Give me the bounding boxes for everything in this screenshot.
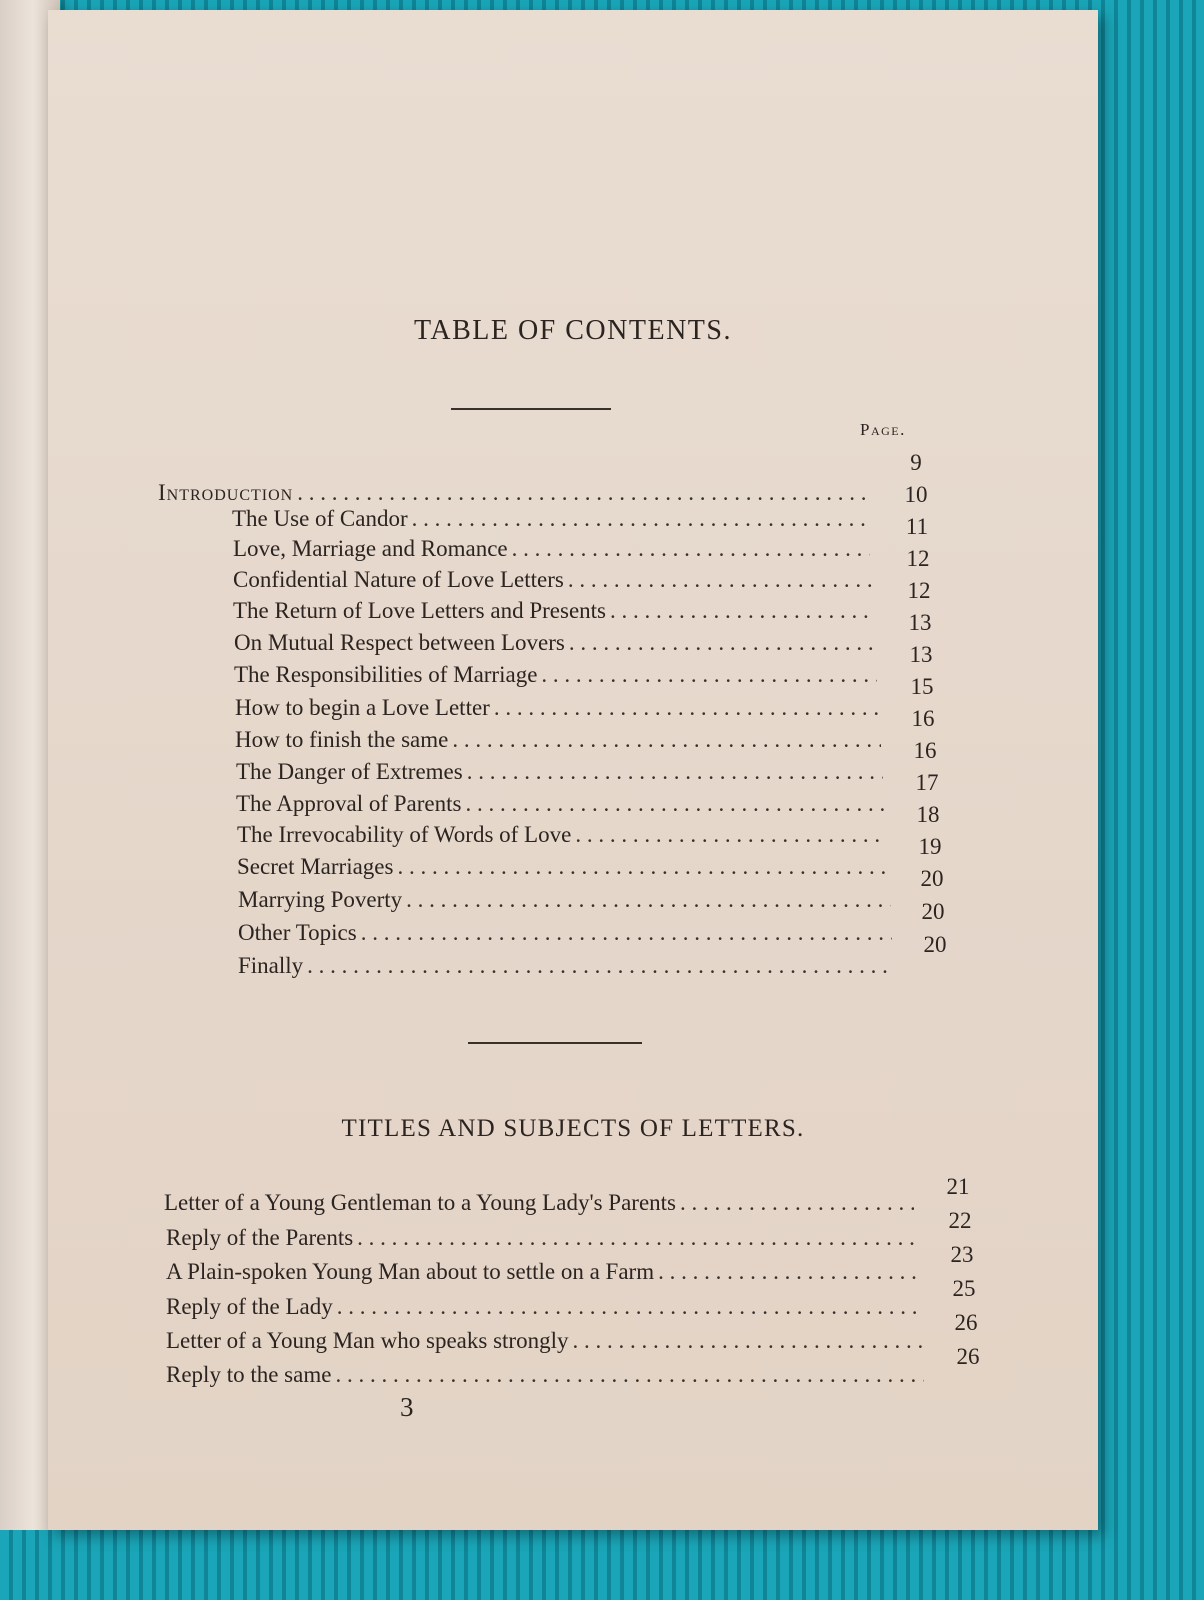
toc-page-number: 20 (921, 899, 945, 924)
toc-page-number: 16 (911, 706, 935, 731)
book-page (48, 10, 1098, 1530)
toc-entry (238, 953, 894, 979)
toc-entry-label: Other Topics (238, 920, 357, 945)
toc-entry-label: On Mutual Respect between Lovers (234, 630, 565, 655)
dot-leader (337, 1294, 920, 1320)
dot-leader (610, 598, 874, 624)
toc-page-number: 12 (907, 578, 931, 603)
letter-entry (166, 1328, 922, 1354)
dot-leader (297, 480, 868, 506)
toc-entry-label: The Danger of Extremes (236, 759, 463, 784)
toc-entry (236, 759, 883, 785)
toc-entry (238, 887, 891, 913)
dot-leader (658, 1259, 918, 1285)
letter-entry-label: Reply of the Parents (166, 1225, 354, 1250)
toc-entry-label: Love, Marriage and Romance (233, 536, 508, 561)
letter-entry (166, 1294, 920, 1320)
dot-leader (357, 1225, 916, 1251)
toc-page-number: 11 (905, 514, 929, 539)
toc-entry-label: The Return of Love Letters and Presents (233, 598, 606, 623)
dot-leader (680, 1190, 914, 1216)
toc-entry-label: How to begin a Love Letter (235, 695, 490, 720)
toc-page-number: 13 (908, 610, 932, 635)
toc-page-number: 13 (909, 642, 933, 667)
dot-leader (307, 953, 894, 979)
toc-page-number: 10 (904, 482, 928, 507)
toc-entry-label: Introduction (158, 480, 294, 505)
toc-entry (235, 727, 881, 753)
letter-entry (166, 1225, 916, 1251)
letter-entry (164, 1190, 914, 1216)
letter-page-number: 22 (948, 1208, 972, 1233)
dot-leader (575, 822, 887, 848)
toc-entry (236, 791, 885, 817)
toc-page-number: 17 (915, 770, 939, 795)
dot-leader (406, 887, 891, 913)
toc-entry (235, 695, 879, 721)
toc-entry (158, 480, 868, 506)
background-fabric (0, 1530, 1204, 1600)
toc-entry-label: Secret Marriages (237, 854, 394, 879)
toc-entry-label: The Responsibilities of Marriage (234, 662, 538, 687)
toc-page-number: 19 (918, 834, 942, 859)
letter-entry-label: Reply to the same (166, 1362, 332, 1387)
toc-page-number: 20 (923, 932, 947, 957)
toc-entry-label: Marrying Poverty (238, 887, 403, 912)
letter-entry-label: A Plain-spoken Young Man about to settle on a Farm (166, 1259, 655, 1284)
toc-page-number: 9 (910, 450, 922, 475)
letter-entry (166, 1259, 918, 1285)
letter-entry-label: Reply of the Lady (166, 1294, 333, 1319)
toc-entry-label: Finally (238, 953, 304, 978)
divider-rule (451, 408, 611, 410)
page-column-label: Page. (860, 420, 906, 439)
toc-entry (237, 854, 889, 880)
letter-entry-label: Letter of a Young Man who speaks strongly (166, 1328, 569, 1353)
toc-entry (234, 630, 876, 656)
toc-entry (233, 536, 870, 562)
toc-entry (237, 822, 887, 848)
toc-heading: TABLE OF CONTENTS. (414, 315, 732, 346)
toc-page-number: 20 (920, 866, 944, 891)
toc-entry (233, 567, 873, 593)
dot-leader (569, 630, 876, 656)
toc-entry (233, 598, 874, 624)
dot-leader (572, 1328, 922, 1354)
letter-page-number: 23 (950, 1242, 974, 1267)
dot-leader (465, 791, 885, 817)
toc-entry-label: The Use of Candor (232, 506, 408, 531)
dot-leader (452, 727, 881, 753)
toc-page-number: 12 (906, 546, 930, 571)
dot-leader (568, 567, 873, 593)
dot-leader (397, 854, 889, 880)
dot-leader (494, 695, 879, 721)
dot-leader (467, 759, 883, 785)
dot-leader (541, 662, 877, 688)
letter-page-number: 26 (956, 1344, 980, 1369)
folio-page-number: 3 (400, 1392, 414, 1422)
letter-entry-label: Letter of a Young Gentleman to a Young Lady's Parents (164, 1190, 676, 1215)
letter-page-number: 25 (952, 1276, 976, 1301)
dot-leader (335, 1362, 924, 1388)
toc-page-number: 16 (913, 738, 937, 763)
letter-entry (166, 1362, 924, 1388)
toc-entry-label: The Approval of Parents (236, 791, 462, 816)
dot-leader (412, 506, 868, 532)
dot-leader (361, 920, 892, 946)
dot-leader (512, 536, 870, 562)
toc-page-number: 15 (910, 674, 934, 699)
toc-entry (238, 920, 892, 946)
letter-page-number: 26 (954, 1310, 978, 1335)
toc-entry-label: How to finish the same (235, 727, 449, 752)
letters-heading: TITLES AND SUBJECTS OF LETTERS. (341, 1115, 805, 1142)
toc-entry (232, 506, 868, 532)
toc-entry-label: The Irrevocability of Words of Love (237, 822, 572, 847)
toc-page-number: 18 (916, 802, 940, 827)
letter-page-number: 21 (946, 1174, 970, 1199)
toc-entry (234, 662, 877, 688)
toc-entry-label: Confidential Nature of Love Letters (233, 567, 564, 592)
divider-rule (468, 1042, 642, 1044)
